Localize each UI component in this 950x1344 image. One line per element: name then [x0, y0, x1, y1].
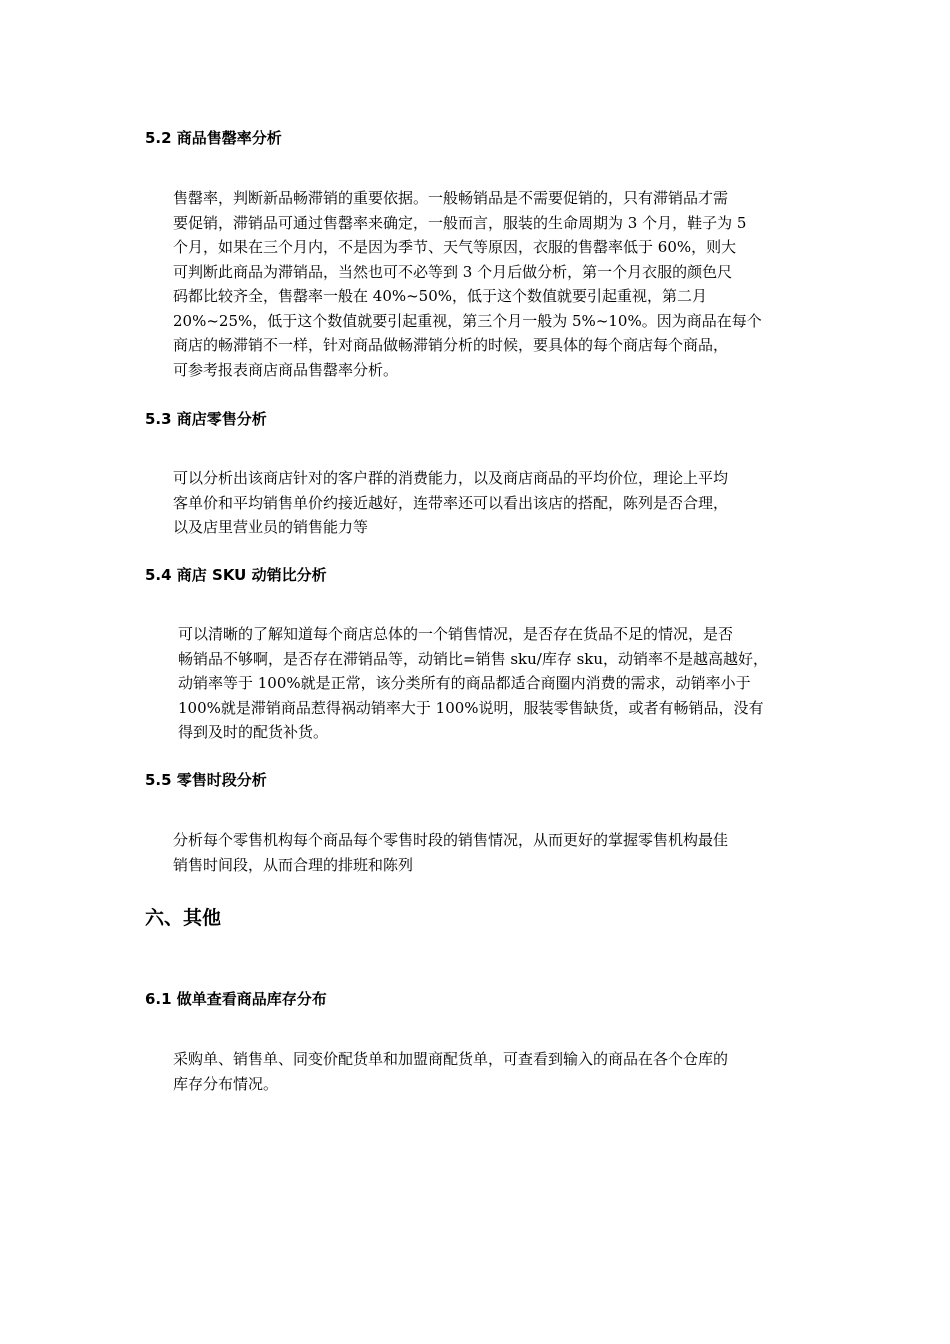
text-line: 分析每个零售机构每个商品每个零售时段的销售情况，从而更好的掌握零售机构最佳	[173, 831, 729, 849]
section-heading-5-2: 5.2 商品售罄率分析	[145, 129, 282, 147]
text-line: 客单价和平均销售单价约接近越好，连带率还可以看出该店的搭配，陈列是否合理，	[173, 493, 729, 512]
section-heading-5-5: 5.5 零售时段分析	[145, 771, 267, 789]
section-body-5-5	[173, 828, 823, 877]
text-line: 可参考报表商店商品售罄率分析。	[173, 360, 399, 379]
section-heading-5-4: 5.4 商店 SKU 动销比分析	[145, 566, 327, 584]
text-line: 可以分析出该商店针对的客户群的消费能力，以及商店商品的平均价位，理论上平均	[173, 469, 729, 487]
text-line: 要促销，滞销品可通过售罄率来确定，一般而言，服装的生命周期为 3 个月，鞋子为 5	[173, 213, 747, 232]
section-body-5-4	[178, 622, 823, 745]
section-heading-5-3: 5.3 商店零售分析	[145, 410, 267, 428]
text-line: 库存分布情况。	[173, 1074, 279, 1093]
text-line: 售罄率，判断新品畅滞销的重要依据。一般畅销品是不需要促销的，只有滞销品才需	[173, 189, 729, 207]
section-body-5-3	[173, 466, 823, 540]
section-heading-6-1: 6.1 做单查看商品库存分布	[145, 990, 327, 1008]
text-line: 商店的畅滞销不一样，针对商品做畅滞销分析的时候，要具体的每个商店每个商品，	[173, 336, 729, 354]
section-body-6-1	[173, 1047, 823, 1096]
chapter-heading-6: 六、其他	[145, 907, 222, 929]
text-line: 销售时间段，从而合理的排班和陈列	[173, 855, 414, 874]
text-line: 个月，如果在三个月内，不是因为季节、天气等原因，衣服的售罄率低于 60%，则大	[173, 238, 737, 256]
text-line: 以及店里营业员的销售能力等	[173, 518, 369, 536]
text-line: 动销率等于 100%就是正常，该分类所有的商品都适合商圈内消费的需求，动销率小于	[178, 674, 751, 692]
text-line: 畅销品不够啊，是否存在滞销品等，动销比=销售 sku/库存 sku，动销率不是越高越好，	[178, 649, 769, 668]
text-line: 可判断此商品为滞销品，当然也可不必等到 3 个月后做分析，第一个月衣服的颜色尺	[173, 262, 733, 281]
text-line: 可以清晰的了解知道每个商店总体的一个销售情况，是否存在货品不足的情况，是否	[178, 625, 734, 643]
text-line: 得到及时的配货补货。	[178, 723, 329, 741]
text-line: 码都比较齐全，售罄率一般在 40%~50%，低于这个数值就要引起重视，第二月	[173, 287, 708, 305]
text-line: 采购单、销售单、同变价配货单和加盟商配货单，可查看到输入的商品在各个仓库的	[173, 1050, 729, 1068]
text-line: 100%就是滞销商品惹得祸动销率大于 100%说明，服装零售缺货，或者有畅销品，没有	[178, 698, 764, 717]
section-body-5-2	[173, 186, 823, 382]
text-line: 20%~25%，低于这个数值就要引起重视，第三个月一般为 5%~10%。因为商品在每个	[173, 311, 762, 330]
